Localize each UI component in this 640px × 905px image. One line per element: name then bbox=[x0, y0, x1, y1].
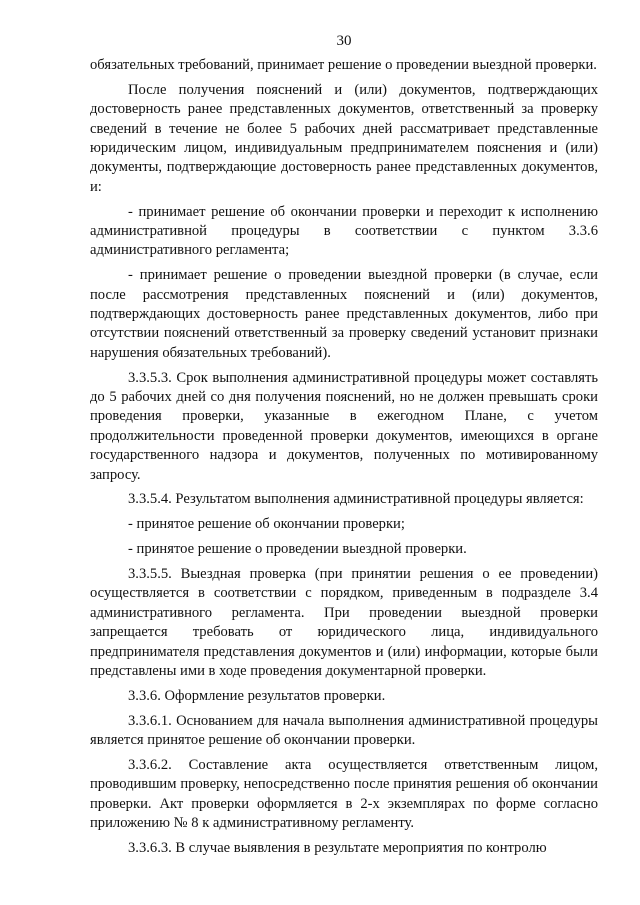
paragraph: 3.3.6.1. Основанием для начала выполнения административной процедуры является принятое решение об окончании проверки. bbox=[90, 712, 598, 748]
page-number: 30 bbox=[336, 33, 352, 49]
paragraph: - принимает решение о проведении выездной проверки (в случае, если после рассмотрения представленных пояснений и (или) документов, подтверждающих достоверность ранее представленных документов, либо при отсутствии пояснений ответственный за проверку сведений установит признаки нарушения обязательных требований). bbox=[90, 267, 598, 361]
paragraph: 3.3.6.3. В случае выявления в результате мероприятия по контролю bbox=[128, 839, 547, 856]
paragraph: - принятое решение о проведении выездной проверки. bbox=[128, 541, 467, 558]
paragraph: - принятое решение об окончании проверки; bbox=[128, 516, 405, 533]
paragraph: 3.3.6.2. Составление акта осуществляется ответственным лицом, проводившим проверку, непосредственно после принятия решения об окончании проверки. Акт проверки оформляется в 2-х экземплярах по форме согласно приложению № 8 к административному регламенту. bbox=[90, 756, 598, 831]
paragraph: обязательных требований, принимает решение о проведении выездной проверки. bbox=[90, 57, 597, 73]
paragraph: 3.3.5.5. Выездная проверка (при принятии решения о ее проведении) осуществляется в соответствии с порядком, приведенным в подразделе 3.4 административного регламента. При проведении выездной проверки запрещается требовать от юридического лица, индивидуального предпринимателя представления документов и (или) информации, которые были представлены ими в ходе проведения документарной проверки. bbox=[90, 565, 598, 679]
paragraph: 3.3.5.3. Срок выполнения административной процедуры может составлять до 5 рабочих дней со дня получения пояснений, но не должен превышать сроки проведения проверки, указанные в ежегодном Плане, с учетом продолжительности проведенной проверки документов, имеющихся в органе государственного надзора и документов, полученных по мотивированному запросу. bbox=[90, 369, 598, 483]
document-body bbox=[90, 56, 598, 858]
paragraph: 3.3.5.4. Результатом выполнения административной процедуры является: bbox=[128, 491, 584, 508]
paragraph: 3.3.6. Оформление результатов проверки. bbox=[128, 687, 386, 704]
paragraph: - принимает решение об окончании проверки и переходит к исполнению административной процедуры в соответствии с пунктом 3.3.6 административного регламента; bbox=[90, 203, 598, 259]
paragraph: После получения пояснений и (или) документов, подтверждающих достоверность ранее представленных документов, ответственный за проверку сведений в течение не более 5 рабочих дней рассматривает представленные юридическим лицом, индивидуальным предпринимателем пояснения и (или) документы, подтверждающие достоверность ранее представленных документов, и: bbox=[90, 81, 598, 195]
